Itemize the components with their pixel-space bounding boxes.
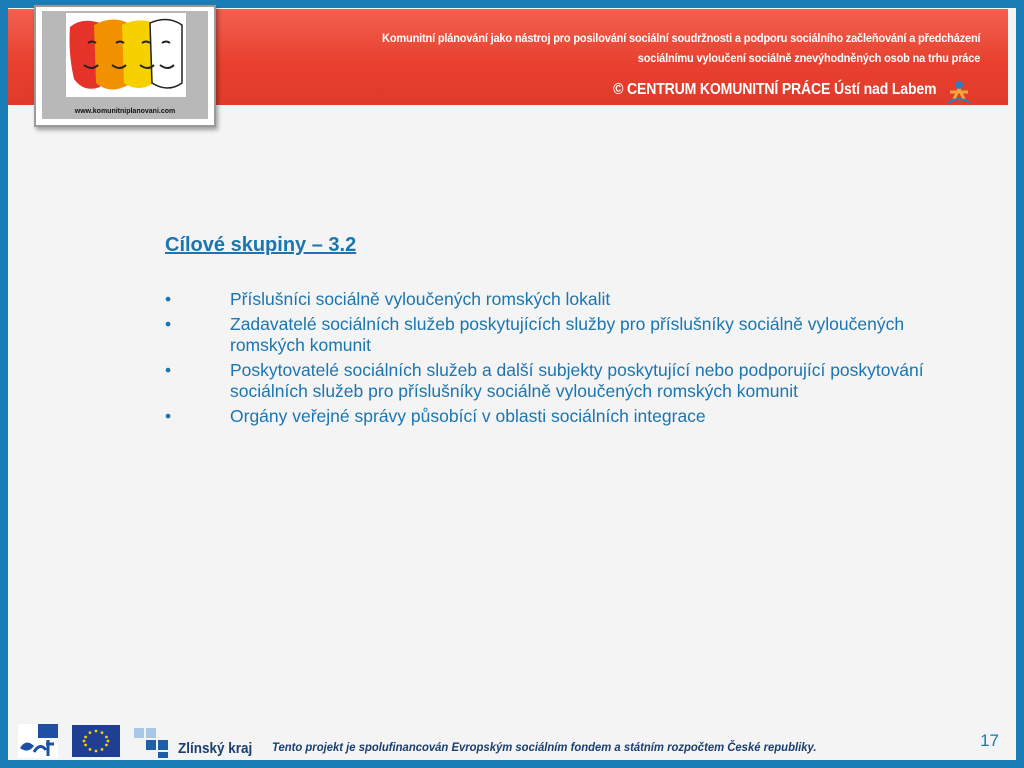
logo-url-text: www.komunitniplanovani.com (74, 108, 176, 115)
bullet-text: Poskytovatelé sociálních služeb a další subjekty poskytující nebo podporující poskytování sociálních služeb pro příslušníky sociálně vyloučených romských komunit (230, 360, 924, 401)
header-title-line-2: sociálnímu vyloučení sociálně znevýhodněných osob na trhu práce (637, 51, 980, 65)
bullet-marker: • (165, 406, 172, 426)
list-item (165, 406, 945, 427)
header-title-line-1: Komunitní plánování jako nástroj pro posilování sociální soudržnosti a podporu sociálního začleňování a předcházení (381, 31, 980, 45)
list-item (165, 360, 945, 402)
faces-logo-icon (66, 13, 186, 97)
bullet-text: Příslušníci sociálně vyloučených romských lokalit (230, 289, 611, 309)
ckp-logo-icon (944, 77, 974, 107)
page-number: 17 (980, 731, 999, 750)
bullet-marker: • (165, 314, 172, 334)
footer-logos (18, 722, 178, 765)
bullet-list (165, 289, 945, 427)
list-item (165, 314, 945, 356)
project-logo (34, 5, 216, 127)
bullet-marker: • (165, 360, 172, 380)
bullet-text: Zadavatelé sociálních služeb poskytujících služby pro příslušníky sociálně vyloučených romských komunit (230, 314, 905, 355)
slide-title: Cílové skupiny – 3.2 (165, 234, 357, 256)
bullet-text: Orgány veřejné správy působící v oblasti sociálních integrace (230, 406, 706, 426)
eu-funding-logos-icon (18, 722, 178, 760)
region-label: Zlínský kraj (178, 740, 253, 757)
slide-content (165, 234, 945, 431)
bullet-marker: • (165, 289, 172, 309)
header-copyright: © CENTRUM KOMUNITNÍ PRÁCE Ústí nad Labem (612, 81, 936, 98)
cofinance-statement: Tento projekt je spolufinancován Evropským sociálním fondem a státním rozpočtem České republiky. (272, 740, 817, 754)
list-item (165, 289, 945, 310)
